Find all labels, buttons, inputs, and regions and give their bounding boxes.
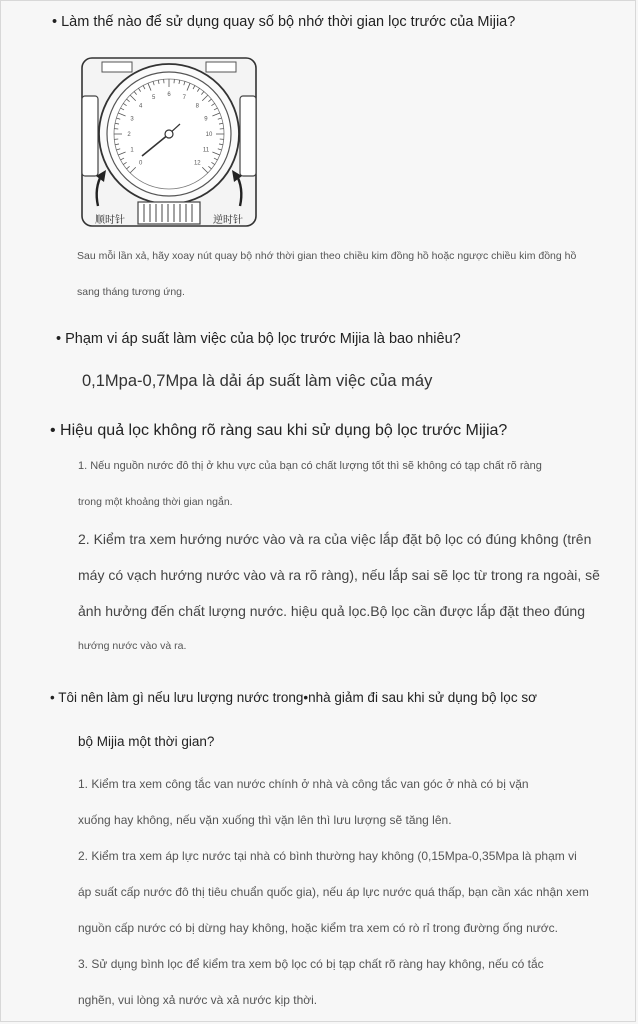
dial-tick-label: 1	[130, 147, 134, 154]
dial-tick-label: 12	[193, 160, 201, 167]
dial-tick-label: 3	[130, 116, 134, 123]
dial-tick-label: 2	[127, 132, 131, 138]
dial-label-clockwise: 顺时针	[95, 215, 125, 226]
faq4-item2-line1: 2. Kiểm tra xem áp lực nước tại nhà có bình thường hay không (0,15Mpa-0,35Mpa là phạm vi	[78, 849, 577, 863]
dial-tick-label: 5	[152, 95, 156, 102]
faq3-item1-line1: 1. Nếu nguồn nước đô thị ở khu vực của bạn có chất lượng tốt thì sẽ không có tạp chất rõ ràng	[78, 460, 542, 472]
dial-tick-label: 4	[139, 103, 143, 110]
dial-tick-label: 0	[139, 160, 143, 167]
faq4-item2-line3: nguồn cấp nước có bị dừng hay không, hoặc kiểm tra xem có rò rỉ trong đường ống nước.	[78, 921, 558, 935]
faq4-item3-line1: 3. Sử dụng bình lọc để kiểm tra xem bộ lọc có bị tạp chất rõ ràng hay không, nếu có tắc	[78, 957, 544, 971]
dial-tick-label: 6	[167, 92, 171, 98]
faq3-item2-line2: máy có vạch hướng nước vào và ra rõ ràng), nếu lắp sai sẽ lọc từ trong ra ngoài, sẽ	[78, 567, 600, 583]
faq3-item2-line1: 2. Kiểm tra xem hướng nước vào và ra của việc lắp đặt bộ lọc có đúng không (trên	[78, 531, 592, 547]
faq4-item2-line2: áp suất cấp nước đô thị tiêu chuẩn quốc gia), nếu áp lực nước quá thấp, bạn cần xác nhận xem	[78, 885, 589, 899]
dial-tick-label: 8	[195, 103, 199, 110]
faq3-question: • Hiệu quả lọc không rõ ràng sau khi sử dụng bộ lọc trước Mijia?	[50, 422, 508, 439]
dial-tick-label: 11	[202, 147, 210, 154]
dial-label-counterclockwise: 逆时针	[213, 215, 243, 226]
faq4-item1-line1: 1. Kiểm tra xem công tắc van nước chính ở nhà và công tắc van góc ở nhà có bị vặn	[78, 777, 529, 791]
dial-tick-label: 9	[204, 116, 208, 123]
faq3-item1-line2: trong một khoảng thời gian ngắn.	[78, 496, 233, 508]
memory-dial-illustration	[80, 56, 258, 232]
faq4-question-line1: • Tôi nên làm gì nếu lưu lượng nước trong•nhà giảm đi sau khi sử dụng bộ lọc sơ	[50, 690, 537, 705]
faq2-answer: 0,1Mpa-0,7Mpa là dải áp suất làm việc của máy	[82, 372, 433, 390]
dial-tick-label: 10	[205, 132, 213, 138]
faq3-item2-line3: ảnh hưởng đến chất lượng nước. hiệu quả lọc.Bộ lọc cần được lắp đặt theo đúng	[78, 603, 585, 619]
faq1-caption-line1: Sau mỗi lần xả, hãy xoay nút quay bộ nhớ thời gian theo chiều kim đồng hồ hoặc ngược chiều kim đồng hồ	[77, 250, 577, 262]
faq2-question: • Phạm vi áp suất làm việc của bộ lọc trước Mijia là bao nhiêu?	[56, 331, 461, 347]
faq3-item2-line4: hướng nước vào và ra.	[78, 640, 187, 652]
faq4-item1-line2: xuống hay không, nếu vặn xuống thì vặn lên thì lưu lượng sẽ tăng lên.	[78, 813, 452, 827]
faq1-question: • Làm thế nào để sử dụng quay số bộ nhớ thời gian lọc trước của Mijia?	[52, 14, 516, 30]
faq4-question-line2: bộ Mijia một thời gian?	[78, 734, 215, 749]
faq4-item3-line2: nghẽn, vui lòng xả nước và xả nước kịp thời.	[78, 993, 318, 1007]
dial-tick-label: 7	[182, 95, 186, 102]
faq1-caption-line2: sang tháng tương ứng.	[77, 286, 185, 298]
